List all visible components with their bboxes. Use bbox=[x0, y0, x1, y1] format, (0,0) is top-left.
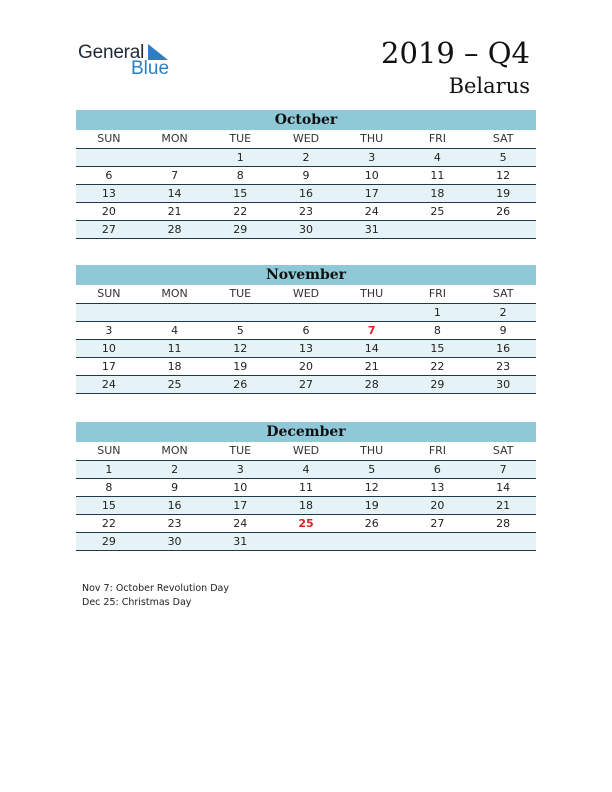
day-cell: 6 bbox=[433, 463, 441, 476]
weekday-label: WED bbox=[292, 287, 320, 300]
day-cell: 20 bbox=[101, 205, 116, 218]
day-cell: 24 bbox=[101, 378, 116, 391]
weekday-label: THU bbox=[360, 287, 384, 300]
country-name: Belarus bbox=[448, 74, 530, 98]
day-cell: 14 bbox=[167, 187, 182, 200]
day-cell: 18 bbox=[298, 499, 313, 512]
day-cell: 19 bbox=[496, 187, 511, 200]
day-cell: 24 bbox=[233, 517, 248, 530]
week-row bbox=[76, 203, 536, 221]
holiday-note: Dec 25: Christmas Day bbox=[82, 597, 192, 608]
weekday-label: WED bbox=[292, 132, 320, 145]
week-row bbox=[76, 515, 536, 533]
day-cell: 25 bbox=[430, 205, 445, 218]
day-cell: 21 bbox=[364, 360, 379, 373]
day-cell: 8 bbox=[105, 481, 113, 494]
day-cell: 29 bbox=[233, 223, 248, 236]
day-cell: 22 bbox=[233, 205, 248, 218]
month-weeks bbox=[76, 461, 536, 551]
day-cell: 27 bbox=[101, 223, 116, 236]
day-cell: 28 bbox=[364, 378, 379, 391]
day-cell: 18 bbox=[430, 187, 445, 200]
day-cell: 7 bbox=[499, 463, 507, 476]
day-cell: 8 bbox=[433, 324, 441, 337]
week-row bbox=[76, 533, 536, 551]
day-cell: 9 bbox=[171, 481, 179, 494]
logo-general-text: General bbox=[78, 42, 145, 63]
page-title: 2019 – Q4 bbox=[381, 36, 530, 70]
day-cell: 30 bbox=[298, 223, 313, 236]
day-cell: 5 bbox=[368, 463, 376, 476]
day-cell: 7 bbox=[367, 324, 376, 337]
day-cell: 4 bbox=[171, 324, 179, 337]
day-cell: 30 bbox=[496, 378, 511, 391]
weekday-label: THU bbox=[360, 444, 384, 457]
week-row bbox=[76, 358, 536, 376]
weekday-label: FRI bbox=[428, 287, 447, 300]
day-cell: 15 bbox=[233, 187, 248, 200]
day-cell: 4 bbox=[433, 151, 441, 164]
day-cell: 5 bbox=[499, 151, 507, 164]
weekday-label: WED bbox=[292, 444, 320, 457]
day-cell: 3 bbox=[236, 463, 244, 476]
day-cell: 3 bbox=[368, 151, 376, 164]
weekday-label: SUN bbox=[97, 287, 121, 300]
empty-day-cell bbox=[470, 533, 536, 550]
day-cell: 10 bbox=[364, 169, 379, 182]
day-cell: 29 bbox=[430, 378, 445, 391]
holiday-notes bbox=[82, 582, 229, 610]
weekday-header bbox=[76, 285, 536, 304]
day-cell: 1 bbox=[105, 463, 113, 476]
day-cell: 11 bbox=[167, 342, 182, 355]
week-row bbox=[76, 185, 536, 203]
day-cell: 27 bbox=[298, 378, 313, 391]
day-cell: 12 bbox=[364, 481, 379, 494]
day-cell: 2 bbox=[171, 463, 179, 476]
empty-day-cell bbox=[405, 221, 471, 238]
empty-day-cell bbox=[142, 304, 208, 321]
empty-day-cell bbox=[339, 304, 405, 321]
weekday-label: MON bbox=[161, 444, 188, 457]
week-row bbox=[76, 167, 536, 185]
day-cell: 12 bbox=[496, 169, 511, 182]
day-cell: 18 bbox=[167, 360, 182, 373]
weekday-label: TUE bbox=[229, 444, 252, 457]
day-cell: 10 bbox=[101, 342, 116, 355]
day-cell: 1 bbox=[236, 151, 244, 164]
day-cell: 23 bbox=[167, 517, 182, 530]
empty-day-cell bbox=[76, 149, 142, 166]
month-title: December bbox=[76, 422, 536, 442]
day-cell: 16 bbox=[167, 499, 182, 512]
month-weeks bbox=[76, 149, 536, 239]
day-cell: 16 bbox=[298, 187, 313, 200]
day-cell: 13 bbox=[298, 342, 313, 355]
day-cell: 31 bbox=[233, 535, 248, 548]
logo-blue-text: Blue bbox=[131, 58, 170, 79]
day-cell: 12 bbox=[233, 342, 248, 355]
week-row bbox=[76, 149, 536, 167]
logo bbox=[78, 40, 188, 80]
day-cell: 11 bbox=[430, 169, 445, 182]
day-cell: 23 bbox=[496, 360, 511, 373]
day-cell: 28 bbox=[496, 517, 511, 530]
weekday-label: SAT bbox=[492, 287, 514, 300]
month-december bbox=[76, 422, 536, 551]
day-cell: 31 bbox=[364, 223, 379, 236]
day-cell: 11 bbox=[298, 481, 313, 494]
weekday-label: SAT bbox=[492, 132, 514, 145]
day-cell: 26 bbox=[496, 205, 511, 218]
empty-day-cell bbox=[273, 304, 339, 321]
empty-day-cell bbox=[142, 149, 208, 166]
day-cell: 17 bbox=[101, 360, 116, 373]
day-cell: 15 bbox=[430, 342, 445, 355]
day-cell: 25 bbox=[167, 378, 182, 391]
week-row bbox=[76, 322, 536, 340]
day-cell: 7 bbox=[171, 169, 179, 182]
day-cell: 6 bbox=[105, 169, 113, 182]
empty-day-cell bbox=[405, 533, 471, 550]
week-row bbox=[76, 376, 536, 394]
day-cell: 13 bbox=[101, 187, 116, 200]
weekday-label: THU bbox=[360, 132, 384, 145]
day-cell: 30 bbox=[167, 535, 182, 548]
day-cell: 1 bbox=[433, 306, 441, 319]
week-row bbox=[76, 479, 536, 497]
day-cell: 16 bbox=[496, 342, 511, 355]
day-cell: 14 bbox=[364, 342, 379, 355]
day-cell: 13 bbox=[430, 481, 445, 494]
day-cell: 10 bbox=[233, 481, 248, 494]
weekday-header bbox=[76, 130, 536, 149]
weekday-label: MON bbox=[161, 287, 188, 300]
day-cell: 9 bbox=[499, 324, 507, 337]
day-cell: 24 bbox=[364, 205, 379, 218]
weekday-header bbox=[76, 442, 536, 461]
weekday-label: SUN bbox=[97, 132, 121, 145]
empty-day-cell bbox=[273, 533, 339, 550]
day-cell: 29 bbox=[101, 535, 116, 548]
day-cell: 17 bbox=[364, 187, 379, 200]
month-title: November bbox=[76, 265, 536, 285]
week-row bbox=[76, 340, 536, 358]
empty-day-cell bbox=[76, 304, 142, 321]
day-cell: 22 bbox=[101, 517, 116, 530]
week-row bbox=[76, 461, 536, 479]
day-cell: 4 bbox=[302, 463, 310, 476]
day-cell: 23 bbox=[298, 205, 313, 218]
empty-day-cell bbox=[470, 221, 536, 238]
day-cell: 15 bbox=[101, 499, 116, 512]
weekday-label: SAT bbox=[492, 444, 514, 457]
day-cell: 20 bbox=[430, 499, 445, 512]
day-cell: 2 bbox=[499, 306, 507, 319]
day-cell: 21 bbox=[496, 499, 511, 512]
day-cell: 2 bbox=[302, 151, 310, 164]
day-cell: 28 bbox=[167, 223, 182, 236]
day-cell: 19 bbox=[364, 499, 379, 512]
empty-day-cell bbox=[339, 533, 405, 550]
weekday-label: FRI bbox=[428, 444, 447, 457]
day-cell: 17 bbox=[233, 499, 248, 512]
day-cell: 26 bbox=[364, 517, 379, 530]
month-october bbox=[76, 110, 536, 239]
day-cell: 25 bbox=[298, 517, 314, 530]
week-row bbox=[76, 304, 536, 322]
day-cell: 27 bbox=[430, 517, 445, 530]
day-cell: 21 bbox=[167, 205, 182, 218]
weekday-label: TUE bbox=[229, 287, 252, 300]
day-cell: 22 bbox=[430, 360, 445, 373]
holiday-note: Nov 7: October Revolution Day bbox=[82, 583, 229, 594]
day-cell: 8 bbox=[236, 169, 244, 182]
day-cell: 20 bbox=[298, 360, 313, 373]
day-cell: 19 bbox=[233, 360, 248, 373]
day-cell: 26 bbox=[233, 378, 248, 391]
day-cell: 9 bbox=[302, 169, 310, 182]
day-cell: 6 bbox=[302, 324, 310, 337]
month-title: October bbox=[76, 110, 536, 130]
weekday-label: MON bbox=[161, 132, 188, 145]
weekday-label: FRI bbox=[428, 132, 447, 145]
month-weeks bbox=[76, 304, 536, 394]
empty-day-cell bbox=[207, 304, 273, 321]
day-cell: 14 bbox=[496, 481, 511, 494]
day-cell: 3 bbox=[105, 324, 113, 337]
day-cell: 5 bbox=[236, 324, 244, 337]
weekday-label: SUN bbox=[97, 444, 121, 457]
month-november bbox=[76, 265, 536, 394]
week-row bbox=[76, 221, 536, 239]
weekday-label: TUE bbox=[229, 132, 252, 145]
week-row bbox=[76, 497, 536, 515]
